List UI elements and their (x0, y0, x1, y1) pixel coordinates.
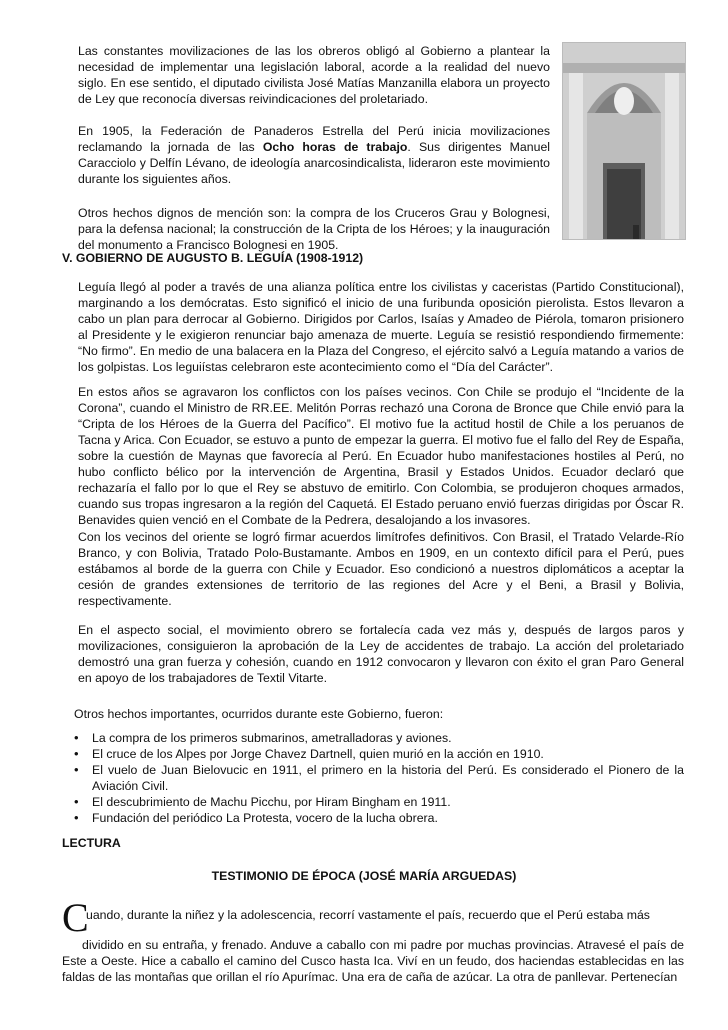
paragraph-vecinos-oriente: Con los vecinos del oriente se logró firmar acuerdos limítrofes definitivos. Con Brasil, el Tratado Velarde-Río Branco, y con Bolivia, Tratado Polo-Bustamante. Ambos en 1909, en un contexto difícil para el Perú, pues estábamos al borde de la guerra con Chile y Ecuador. Eso condicionó a nuestros diplomáticos a aceptar la cesión de grandes extensiones de territorio de las regiones del Acre y el Beni, a Brasil y Bolivia, respectivamente. (78, 530, 684, 608)
reading-paragraph: dividido en su entraña, y frenado. Anduve a caballo con mi padre por muchas provincias. Atravesé el país de Este a Oeste. Hice a caballo el camino del Cusco hasta Ica. Viví en un feudo, dos haciendas establecidas en las faldas de las montañas que orillan el río Apurímac. Una era de caña de azúcar. La otra de panllevar. Pertenecían (62, 938, 684, 984)
list-item: • El descubrimiento de Machu Picchu, por Hiram Bingham en 1911. (72, 794, 684, 810)
list-item: • El vuelo de Juan Bielovucic en 1911, el primero en la historia del Perú. Es considerado el Pionero de la Aviación Civil. (72, 762, 684, 794)
paragraph-panaderos: En 1905, la Federación de Panaderos Estrella del Perú inicia movilizaciones reclamando la jornada de las Ocho horas de trabajo. Sus dirigentes Manuel Caracciolo y Delfín Lévano, de ideología anarcosindicalista, lideraron este movimiento durante los siguientes años. (78, 124, 551, 186)
drop-cap-letter: C (62, 895, 89, 940)
paragraph-leguia-poder: Leguía llegó al poder a través de una alianza política entre los civilistas y caceristas (Partido Constitucional), marginando a los demócratas. Esto significó el inicio de una furibunda oposición pierolista. Estos llevaron a cabo un plan para derrocar al Gobierno. Dirigidos por Carlos, Isaías y Amadeo de Piérola, tomaron prisionero al Presidente y le exigieron renunciar bajo amenaza de muerte. Leguía se resistió respondiendo firmemente: “No firmo”. En medio de una balacera en la Plaza del Congreso, el ejército salvó a Leguía matando a varios de los golpistas. Los leguiístas celebraron este acontecimiento como el “Día del Carácter”. (78, 280, 684, 374)
hechos-list (72, 730, 684, 826)
crypt-facade-image (563, 43, 685, 239)
reading-first-line: uando, durante la niñez y la adolescencia, recorrí vastamente el país, recuerdo que el Perú estaba más (86, 908, 650, 922)
paragraph-aspecto-social: En el aspecto social, el movimiento obrero se fortalecía cada vez más y, después de largos paros y movilizaciones, consiguieron la aprobación de la Ley de accidentes de trabajo. La acción del proletariado demostró una gran fuerza y cohesión, cuando en 1912 convocaron y llevaron con éxito el gran Paro General en apoyo de los trabajadores de Textil Vitarte. (78, 623, 684, 685)
otros-hechos-intro: Otros hechos importantes, ocurridos durante este Gobierno, fueron: (74, 707, 444, 721)
list-item: • Fundación del periódico La Protesta, vocero de la lucha obrera. (72, 810, 684, 826)
ocho-horas-bold: Ocho horas de trabajo (262, 140, 408, 154)
reading-title: TESTIMONIO DE ÉPOCA (JOSÉ MARÍA ARGUEDAS) (211, 869, 517, 883)
crypt-photo (562, 42, 686, 240)
paragraph-movilizaciones: Las constantes movilizaciones de las los obreros obligó al Gobierno a plantear la necesidad de implementar una legislación laboral, acorde a la realidad del nuevo siglo. En ese sentido, el diputado civilista José Matías Manzanilla elabora un proyecto de Ley que reconocía diversas reivindicaciones del proletariado. (78, 44, 550, 106)
list-item: • El cruce de los Alpes por Jorge Chavez Dartnell, quien murió en la acción en 1910. (72, 746, 684, 762)
list-item: • La compra de los primeros submarinos, ametralladoras y aviones. (72, 730, 684, 746)
lectura-heading: LECTURA (62, 836, 121, 850)
section-heading-leguia: V. GOBIERNO DE AUGUSTO B. LEGUÍA (1908-1912) (62, 251, 364, 265)
paragraph-conflictos: En estos años se agravaron los conflictos con los países vecinos. Con Chile se produjo el “Incidente de la Corona”, cuando el Ministro de RR.EE. Melitón Porras rechazó una Corona de Bronce que Chile envió para la “Cripta de los Héroes de la Guerra del Pacífico”. El motivo fue la actitud hostil de Chile a los peruanos de Tacna y Arica. Con Ecuador, se estuvo a punto de empezar la guerra. El motivo fue el fallo del Rey de España, sobre la cuestión de Maynas que favorecía al Perú. En Ecuador hubo manifestaciones hostiles al Perú, no hubo conflicto bélico por la intervención de Argentina, Brasil y Estados Unidos. Ecuador declaró que rechazaría el fallo por lo que el Rey se abstuvo de emitirlo. Con Colombia, se produjeron choques armados, cuando sus tropas ingresaron a la región del Caquetá. El Estado peruano envió fuerzas dirigidas por Óscar R. Benavides quien venció en el Combate de la Pedrera, desalojando a los invasores. (78, 385, 684, 527)
paragraph-otros-hechos: Otros hechos dignos de mención son: la compra de los Cruceros Grau y Bolognesi, para la defensa nacional; la construcción de la Cripta de los Héroes; y la inauguración del monumento a Francisco Bolognesi en 1905. (78, 206, 550, 252)
